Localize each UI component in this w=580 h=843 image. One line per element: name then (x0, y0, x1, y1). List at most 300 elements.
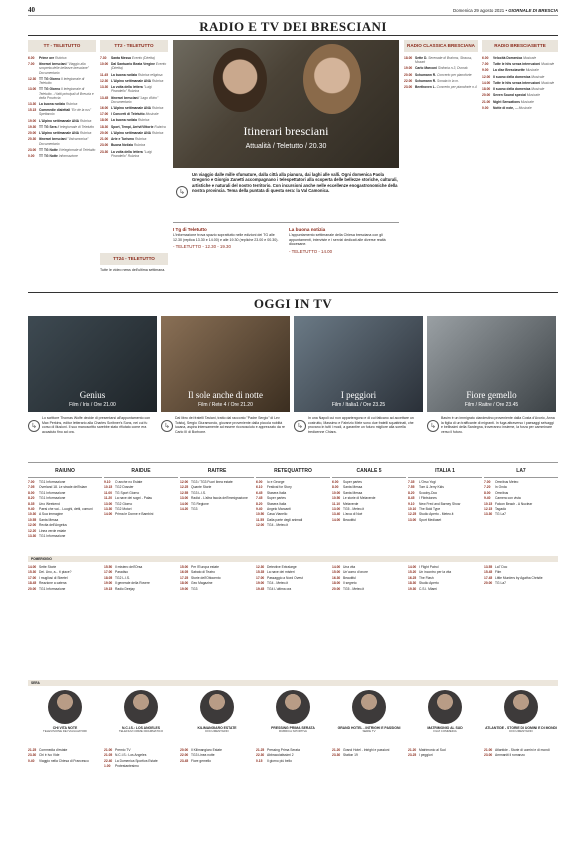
schedule-time: 17.25 (180, 575, 189, 580)
schedule-time: 16.05 (180, 570, 189, 575)
box-buona-notizia (289, 227, 399, 255)
schedule-time: 6.00 (482, 56, 489, 60)
schedule-program: Dei. Uno, a... ti piace? (39, 570, 72, 575)
movie-caption (28, 390, 157, 408)
schedule-item (408, 748, 482, 752)
channel-afternoon-schedule (408, 565, 482, 592)
schedule-time: 13.30 (100, 85, 109, 90)
schedule-time: 22.40 (104, 758, 113, 763)
schedule-program: Fiore gemello (191, 758, 211, 763)
schedule-program (493, 100, 558, 104)
schedule-time: 11.55 (256, 517, 265, 522)
schedule-item (484, 485, 558, 489)
schedule-time: 10.00 (100, 62, 109, 67)
schedule-program (111, 137, 168, 141)
schedule-item (408, 576, 482, 580)
schedule-program: C.S.I. Miami (419, 586, 437, 591)
channel-header: CANALE 5 (332, 466, 406, 478)
movie-card (161, 316, 290, 412)
hero-lead: Un viaggio dalle mille sfumature, dalla città alla pianura, dai laghi alle valli. Ogni domenica Paola Gregorio e Giorgio Zanetti accompagnano i telespettatori alla scoperta delle bellezze storiche, culturali, artistiche e naturali del nostro territorio. Con incursioni anche nelle eccellenze enogastronomiche della nostra provincia. Tema della puntata di questa sera: la Val Camonica. (192, 172, 398, 194)
schedule-time: 20.30 (28, 137, 37, 142)
schedule-time: 8.35 (28, 501, 35, 506)
schedule-program: Un'uomo d'onore (343, 570, 368, 575)
schedule-item (28, 507, 102, 511)
schedule-item (104, 565, 178, 569)
schedule-time: 23.45 (180, 758, 189, 763)
schedule-program: Protestantesimo (115, 764, 139, 769)
schedule-item (180, 480, 254, 484)
schedule-item (180, 502, 254, 506)
schedule-program: TG1 Informazione (39, 496, 66, 501)
schedule-time: 21.00 (104, 748, 113, 752)
schedule-time: 12.25 (180, 485, 189, 490)
schedule-time: 7.05 (28, 485, 35, 490)
program-name: Itinerari bresciani (39, 62, 67, 67)
schedule-program (39, 62, 96, 75)
schedule-item (408, 565, 482, 569)
schedule-item (332, 518, 406, 522)
schedule-item (28, 148, 96, 152)
feature-subtitle: TELEVISIONE DEI VIAGGIATORI (43, 729, 87, 734)
schedule-program (111, 62, 168, 70)
schedule-item (180, 565, 254, 569)
schedule-time: 21.05 (104, 753, 113, 758)
schedule-time: 21.20 (408, 748, 417, 752)
schedule-item (100, 79, 168, 83)
schedule-time: 8.00 (28, 490, 35, 495)
schedule-time: 23.30 (100, 149, 109, 154)
program-desc: Il telegiornale di Teletutto (58, 147, 96, 152)
program-name: La buona notizia (111, 118, 138, 123)
movie-description: Dal libro dei fratelli Taviani, tratto dal racconto "Padre Sergio" di Lev Tolstoj, Sergio Giuramondo, giovane proveniente dalla piccola nobiltà lucana, aspira intensamente ad essere riconosciuto e apprezzato da re Carlo III di Borbone. (175, 416, 285, 434)
schedule-time: 1.00 (104, 764, 111, 769)
program-name: Arte e Turismo (111, 137, 135, 142)
channel-morning-schedule (104, 480, 178, 518)
program-desc: Evento (Diretta) (131, 56, 155, 60)
schedule-program: TG1 Informazione (39, 480, 66, 484)
schedule-program: TG2 L.I.S. (115, 575, 131, 580)
schedule-time: 10.10 (408, 507, 417, 512)
schedule-program: TG Sport Giorno (115, 490, 140, 495)
schedule-item (100, 125, 168, 129)
program-desc: Il telegiornale di Teletutto - I fatti principali di Brescia e della Provincia (39, 87, 94, 100)
schedule-item (28, 108, 96, 116)
schedule-item (256, 491, 330, 495)
schedule-time: 23.00 (404, 85, 413, 90)
schedule-item (408, 496, 482, 500)
schedule-item (484, 496, 558, 500)
schedule-program: Festival for Story (267, 485, 292, 490)
schedule-program: Grand Hotel - Intrighi e passioni (343, 748, 390, 752)
schedule-item (408, 518, 482, 522)
schedule-program: Il giorno più bello (267, 758, 292, 763)
schedule-program: The Bold Type (419, 507, 441, 512)
channel-evening-schedule (408, 748, 482, 759)
schedule-item (332, 496, 406, 500)
schedule-program: Per l'Europa estate (191, 565, 219, 569)
arrow-icon: ↳ (294, 420, 306, 432)
channel-evening-feature (28, 690, 102, 734)
schedule-time: 7.45 (256, 496, 263, 501)
presenter-photo (213, 48, 267, 112)
schedule-item (332, 491, 406, 495)
schedule-time: 19.00 (28, 118, 37, 123)
program-name: La volta della lettera (111, 85, 143, 90)
schedule-time: 15.30 (28, 570, 37, 575)
schedule-program: Paesi che vai... Luoghi, detti, comuni (39, 507, 93, 512)
schedule-program (415, 66, 478, 70)
feature-photo (504, 690, 538, 724)
program-name: Itinerari bresciani (111, 95, 139, 100)
schedule-item (408, 480, 482, 484)
movie-title: I peggiori (340, 389, 377, 400)
schedule-item (100, 131, 168, 135)
schedule-time: 8.20 (408, 490, 415, 495)
schedule-item (180, 570, 254, 574)
schedule-item (256, 496, 330, 500)
tt24-text: Tutte le video news dell'ultima settimana. (100, 268, 166, 272)
program-desc: "Viaggio alla scoperta delle bellezze bresciane" Documentario (39, 62, 89, 75)
schedule-time: 19.45 (256, 586, 265, 591)
schedule-program: Little Murders by Agatha Christie (495, 575, 543, 580)
schedule-program (111, 118, 168, 122)
schedule-item (104, 759, 178, 763)
program-desc: Rubrica (134, 137, 147, 142)
program-desc: Rubrica (65, 101, 78, 106)
schedule-program (493, 81, 558, 85)
schedule-program: Melaverde (343, 501, 359, 506)
schedule-time: 14.00 (332, 565, 341, 569)
channel-header: RETEQUATTRO (256, 466, 330, 478)
schedule-item (408, 581, 482, 585)
schedule-program: Casa Vianello (267, 512, 288, 517)
feature-photo (48, 690, 82, 724)
program-name: Schumann R. (415, 78, 437, 83)
schedule-time: 17.45 (484, 575, 493, 580)
schedule-program (493, 62, 558, 66)
schedule-time: 9.10 (408, 501, 415, 506)
channel-header: ITALIA 1 (408, 466, 482, 478)
schedule-time: 19.30 (408, 586, 417, 591)
schedule-item (256, 523, 330, 527)
arrow-icon: ↳ (161, 420, 173, 432)
feature-subtitle: RUBRICA SPORTIVA (278, 729, 307, 734)
schedule-time: 21.00 (482, 99, 491, 104)
schedule-item (484, 480, 558, 484)
schedule-item (256, 748, 330, 752)
movie-subtitle: Film / Raitre / Ore 23.45 (464, 401, 519, 408)
schedule-item (256, 507, 330, 511)
schedule-item (256, 502, 330, 506)
tt2-schedule (100, 56, 168, 160)
tt-schedule (28, 56, 96, 160)
schedule-item (100, 96, 168, 104)
schedule-program: Stasera Italia (267, 490, 287, 495)
schedule-item (104, 764, 178, 768)
program-name: TT TG Giorno (39, 76, 61, 81)
schedule-time: 10.15 (104, 485, 113, 490)
schedule-program: Io e George (267, 480, 285, 484)
schedule-time: 13.00 (180, 496, 189, 501)
schedule-program: TG2 Giorno (115, 501, 133, 506)
feature-photo (124, 690, 158, 724)
schedule-time: 11.10 (332, 501, 341, 506)
box-title: I Tg di Teletutto (173, 227, 207, 232)
schedule-item (104, 480, 178, 484)
schedule-time: 19.15 (104, 586, 113, 591)
schedule-program: TG1 Informazione (39, 534, 66, 539)
schedule-program: Studio Aperto (419, 581, 439, 586)
schedule-item (482, 68, 558, 72)
schedule-time: 14.20 (180, 507, 189, 512)
schedule-program: Una vita (343, 565, 356, 569)
schedule-item (256, 570, 330, 574)
schedule-program: TG3 (191, 507, 198, 512)
schedule-time: 19.30 (28, 124, 37, 129)
schedule-time: 7.00 (28, 62, 35, 67)
schedule-time: 7.00 (28, 480, 35, 484)
feature-photo (200, 690, 234, 724)
program-name: La dise Bresciasette (493, 68, 525, 73)
channel-evening-schedule (104, 748, 178, 770)
movie-description: Lo scrittore Thomas Wolfe decide di presentarsi all'appuntamento con Max Perkins, editor letterario alla Charles Scribner's Sons, nei cui fu corso di illusioni. Il suo manoscritto sarebbe stato rifiutato come era accaduto fino ad ora. (42, 416, 151, 434)
schedule-item (180, 496, 254, 500)
tt-column-header: TT - TELETUTTO (28, 40, 96, 52)
feature-photo (428, 690, 462, 724)
schedule-program: Sport Mediaset (419, 517, 442, 522)
schedule-item (404, 56, 478, 64)
box-time: - TELETUTTO - 12.30 - 19.30 (173, 244, 231, 250)
schedule-item (28, 581, 102, 585)
schedule-item (484, 565, 558, 569)
schedule-time: 13.00 (408, 517, 417, 522)
schedule-item (28, 154, 96, 158)
schedule-program: I Flight Patrol (419, 565, 439, 569)
program-desc: Concerto per pianoforte n.4 (436, 85, 477, 90)
schedule-program (111, 79, 168, 83)
schedule-program (39, 137, 96, 145)
program-name: Night Sensations (493, 99, 520, 104)
schedule-item (180, 485, 254, 489)
channel-morning-schedule (256, 480, 330, 529)
box-time: - TELETUTTO - 14.00 (289, 248, 333, 254)
feature-subtitle: TELEFILM CRIME DRAMMATICO (118, 729, 164, 734)
schedule-program (493, 56, 558, 60)
program-desc: "En de la rus" Spettacolo (39, 108, 92, 117)
program-desc: Musicale (531, 87, 545, 92)
schedule-item (332, 576, 406, 580)
schedule-time: 18.30 (100, 124, 109, 129)
schedule-program: Studio Aperto - Meteo.it (419, 512, 454, 517)
feature-title: MATRIMONIO AL SUD (427, 726, 463, 730)
schedule-item (100, 150, 168, 158)
schedule-program: Matrimonio al Sud (419, 748, 446, 752)
schedule-program: Stasera Italia (267, 501, 287, 506)
channel-header: RAIUNO (28, 466, 102, 478)
schedule-item (482, 56, 558, 60)
program-desc: Sinfonia n.3, Dvorak (437, 66, 468, 71)
schedule-program: In Onda (495, 485, 507, 490)
schedule-time: 23.00 (484, 753, 493, 758)
channel-evening-feature (332, 690, 406, 734)
schedule-time: 12.55 (180, 490, 189, 495)
schedule-program: La Domenica Sportiva Estate (115, 758, 158, 763)
schedule-time: 15.20 (408, 570, 417, 575)
schedule-time: 11.45 (100, 72, 109, 77)
schedule-time: 11.20 (104, 496, 113, 501)
schedule-time: 12.30 (28, 76, 37, 81)
schedule-item (104, 496, 178, 500)
schedule-time: 7.30 (100, 56, 107, 60)
feature-photo (352, 690, 386, 724)
schedule-time: 20.00 (404, 72, 413, 77)
schedule-item (28, 570, 102, 574)
program-desc: Rubrica (151, 105, 164, 110)
schedule-program (111, 131, 168, 135)
feature-title: N.C.I.S.: LOS ANGELES (121, 726, 161, 730)
schedule-item (408, 570, 482, 574)
program-desc: "Lago d'Idro" Documentario (111, 95, 159, 104)
schedule-program: TG1 Informazione (39, 490, 66, 495)
schedule-time: 9.00 (482, 68, 489, 73)
schedule-time: 20.00 (180, 748, 189, 752)
schedule-item (256, 587, 330, 591)
schedule-item (408, 491, 482, 495)
schedule-program: TG4 - Meteo.it (267, 523, 289, 528)
schedule-time: 9.40 (256, 507, 263, 512)
rbs-schedule (482, 56, 558, 112)
feature-subtitle: SERIE TV (362, 729, 376, 734)
schedule-item (256, 480, 330, 484)
divider (28, 462, 558, 463)
schedule-item (256, 759, 330, 763)
schedule-program (493, 93, 558, 97)
schedule-item (408, 507, 482, 511)
schedule-program: Detective Extralarge (267, 565, 297, 569)
schedule-item (180, 587, 254, 591)
schedule-time: 9.40 (28, 507, 35, 512)
movie-card (427, 316, 556, 412)
schedule-program: Radici - L'altra faccia dell'immigrazione (191, 496, 248, 501)
schedule-item (104, 570, 178, 574)
schedule-item (404, 66, 478, 70)
schedule-program: TG4 L'ultima ora (267, 586, 292, 591)
schedule-program: Uno Weekend (39, 501, 60, 506)
schedule-program: Il Kilimangiaro Estate (191, 748, 222, 752)
program-name: Dal Santuario Beata Vergine (111, 62, 155, 67)
schedule-program: Le storie di Melaverde (343, 496, 376, 501)
schedule-program: Santa Messa (343, 490, 363, 495)
schedule-program (39, 148, 96, 152)
schedule-time: 20.00 (28, 131, 37, 136)
channel-header: RAIDUE (104, 466, 178, 478)
box-text: L'informazione trova spazio soprattutto nelle edizioni dei TG alle 12.30 (replica 13.30 e 14.00) e alle 19.30 (repliche 23.00 e 00.30). (173, 232, 279, 242)
schedule-program: Commedia d'estate (39, 748, 68, 752)
date-text: Domenica 29 agosto 2021 (452, 8, 505, 13)
schedule-item (28, 587, 102, 591)
feature-title: CHI VITA NOTE (52, 726, 78, 730)
schedule-program: Il mistero dell'Orsa (115, 565, 143, 569)
schedule-time: 7.00 (482, 62, 489, 67)
schedule-item (404, 85, 478, 89)
channel-evening-schedule (332, 748, 406, 759)
movie-subtitle: Film / Rete 4 / Ore 21.20 (198, 401, 253, 408)
schedule-item (484, 581, 558, 585)
schedule-time: 8.20 (28, 496, 35, 501)
program-desc: "Luigi Pirandello" Rubrica (111, 149, 152, 158)
schedule-time: 0.00 (482, 105, 489, 110)
schedule-item (100, 62, 168, 70)
schedule-item (408, 753, 482, 757)
schedule-program: I mugliosi di Steetel (39, 575, 68, 580)
schedule-program: La7 Doc (495, 565, 508, 569)
schedule-time: 22.30 (256, 753, 265, 758)
schedule-program: L'arca di Noè (343, 512, 363, 517)
page-number: 40 (28, 6, 35, 14)
program-desc: Musicale (526, 93, 540, 98)
channel-afternoon-schedule (104, 565, 178, 592)
schedule-item (332, 502, 406, 506)
schedule-time: 13.30 (28, 101, 37, 106)
schedule-item (404, 79, 478, 83)
schedule-item (28, 759, 102, 763)
program-desc: Il telegiornale di Teletutto (39, 76, 85, 86)
schedule-program: TG3 L.I.S. (191, 490, 207, 495)
schedule-item (100, 106, 168, 110)
schedule-program: Santa Messa (343, 485, 363, 490)
schedule-time: 16.30 (332, 575, 341, 580)
movie-caption (294, 390, 423, 408)
program-name: La buona notizia (111, 72, 138, 77)
feature-subtitle: DOCUMENTARIO (509, 729, 533, 734)
schedule-program: I Flintstones (419, 496, 437, 501)
schedule-program: N.C.I.S.: Los Angeles (115, 753, 147, 758)
feature-subtitle: DOCUMENTARIO (205, 729, 229, 734)
schedule-time: 8.45 (408, 496, 415, 501)
schedule-time: 0.40 (28, 758, 35, 763)
program-name: La volta della lettera (111, 149, 143, 154)
schedule-item (332, 512, 406, 516)
schedule-item (404, 73, 478, 77)
schedule-program (111, 106, 168, 110)
schedule-time: 15.15 (28, 108, 37, 113)
schedule-program (111, 125, 168, 129)
schedule-program: TG5 - Meteo.it (343, 586, 365, 591)
program-desc: Serenade di Brahms, Strauss, Mozart (415, 56, 473, 65)
schedule-item (482, 93, 558, 97)
schedule-time: 23.00 (100, 143, 109, 148)
schedule-time: 14.00 (482, 80, 491, 85)
schedule-time: 6.10 (256, 485, 263, 490)
schedule-item (408, 512, 482, 516)
schedule-item (104, 587, 178, 591)
schedule-time: 23.25 (408, 753, 417, 758)
channel-morning-schedule (484, 480, 558, 518)
schedule-time: 9.40 (484, 496, 491, 501)
program-name: Commedie dialettali (39, 108, 71, 113)
program-desc: Musicale (520, 99, 534, 104)
program-desc: "Valcamonica" Documentario (39, 137, 89, 146)
program-desc: Musicale (525, 68, 539, 73)
schedule-item (104, 507, 178, 511)
program-desc: Musicale (531, 74, 545, 79)
schedule-program (415, 56, 478, 64)
schedule-time: 13.40 (332, 512, 341, 517)
schedule-time: 10.00 (332, 490, 341, 495)
program-name: TT TG Sera (39, 124, 57, 129)
schedule-time: 13.30 (484, 512, 493, 517)
schedule-item (104, 748, 178, 752)
